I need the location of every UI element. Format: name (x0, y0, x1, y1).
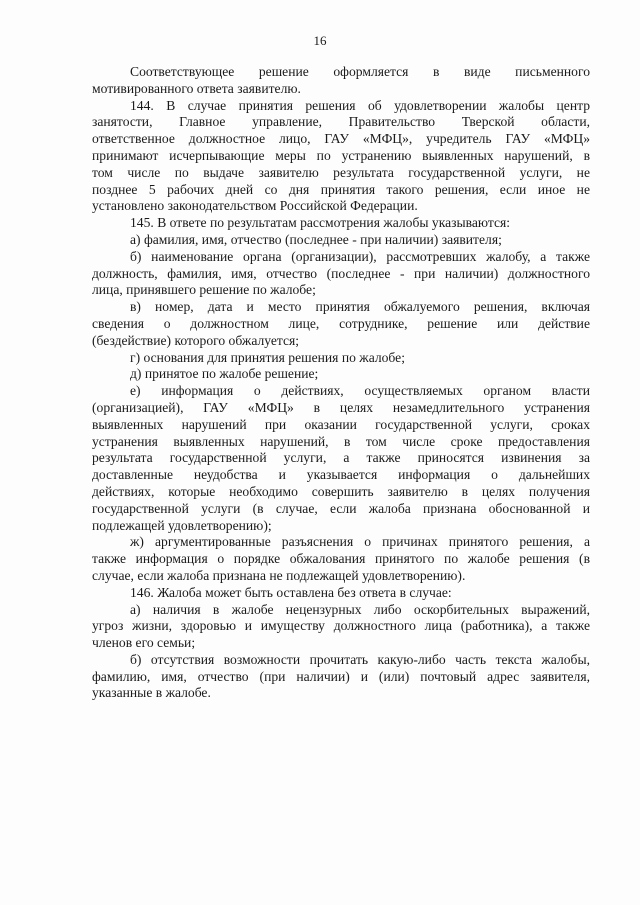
text-line: ответственное должностное лицо, ГАУ «МФЦ», учредитель ГАУ «МФЦ» (92, 131, 590, 147)
paragraph (92, 232, 590, 249)
text-line: (бездействие) которого обжалуется; (92, 332, 300, 348)
text-line: Соответствующее решение оформляется в виде письменного (130, 64, 590, 79)
text-line: ж) аргументированные разъяснения о причинах принятого решения, а (130, 534, 590, 550)
text-line: подлежащей удовлетворению); (92, 517, 272, 533)
paragraph (92, 652, 590, 702)
text-line: доставленные неудобства и указывается информация о дальнейших (92, 467, 590, 483)
text-line: 146. Жалоба может быть оставлена без ответа в случае: (130, 584, 452, 600)
text-line: принимают исчерпывающие меры по устранению выявленных нарушений, в (92, 147, 590, 163)
page-number: 16 (313, 33, 327, 48)
paragraph (92, 299, 590, 349)
paragraph (92, 534, 590, 584)
text-line: 144. В случае принятия решения об удовлетворении жалобы центр (130, 97, 590, 113)
text-line: государственной услуги (в случае, если жалоба признана обоснованной и (92, 500, 590, 516)
text-line: (организацией), ГАУ «МФЦ» в целях незамедлительного устранения (92, 399, 590, 415)
text-line: в) номер, дата и место принятия обжалуемого решения, включая (130, 299, 590, 315)
text-line: д) принятое по жалобе решение; (130, 366, 319, 382)
text-line: указанные в жалобе. (92, 685, 211, 701)
text-line: г) основания для принятия решения по жалобе; (130, 349, 405, 365)
text-line: сведения о должностном лице, сотруднике, решение или действие (92, 315, 590, 331)
text-line: действиях, которые необходимо совершить заявителю в целях получения (92, 483, 590, 499)
text-line: устранения выявленных нарушений, в том числе сроке предоставления (92, 433, 590, 449)
text-line: угроз жизни, здоровью и имуществу должностного лица (работника), а также (92, 618, 590, 634)
text-line: позднее 5 рабочих дней со дня принятия такого решения, если иное не (92, 181, 590, 197)
paragraph (92, 64, 590, 98)
paragraph (92, 98, 590, 216)
text-line: мотивированного ответа заявителю. (92, 80, 301, 96)
text-line: а) наличия в жалобе нецензурных либо оскорбительных выражений, (130, 601, 590, 617)
paragraph (92, 366, 590, 383)
paragraph (92, 350, 590, 367)
text-line: должность, фамилия, имя, отчество (последнее - при наличии) должностного (92, 265, 590, 281)
text-line: б) отсутствия возможности прочитать какую-либо часть текста жалобы, (130, 651, 590, 667)
text-line: фамилию, имя, отчество (при наличии) и (или) почтовый адрес заявителя, (92, 668, 590, 684)
paragraph (92, 249, 590, 299)
text-line: 145. В ответе по результатам рассмотрения жалобы указываются: (130, 215, 511, 231)
text-line: результата государственной услуги, а также приносятся извинения за (92, 450, 590, 466)
text-line: е) информация о действиях, осуществляемых органом власти (130, 383, 590, 399)
paragraph (92, 215, 590, 232)
text-line: лица, принявшего решение по жалобе; (92, 282, 316, 298)
text-line: установлено законодательством Российской Федерации. (92, 198, 418, 214)
text-line: членов его семьи; (92, 635, 196, 651)
text-line: б) наименование органа (организации), рассмотревших жалобу, а также (130, 248, 590, 264)
paragraph (92, 602, 590, 652)
text-line: выявленных нарушений при оказании государственной услуги, сроках (92, 416, 590, 432)
paragraph (92, 585, 590, 602)
text-line: том числе по выдаче заявителю результата государственной услуги, не (92, 164, 590, 180)
text-line: случае, если жалоба признана не подлежащей удовлетворению). (92, 567, 466, 583)
text-line: занятости, Главное управление, Правительство Тверской области, (92, 114, 590, 130)
paragraph (92, 383, 590, 534)
document-body (92, 64, 590, 702)
text-line: также информация о порядке обжалования принятого по жалобе решения (в (92, 551, 590, 567)
text-line: а) фамилия, имя, отчество (последнее - при наличии) заявителя; (130, 231, 502, 247)
